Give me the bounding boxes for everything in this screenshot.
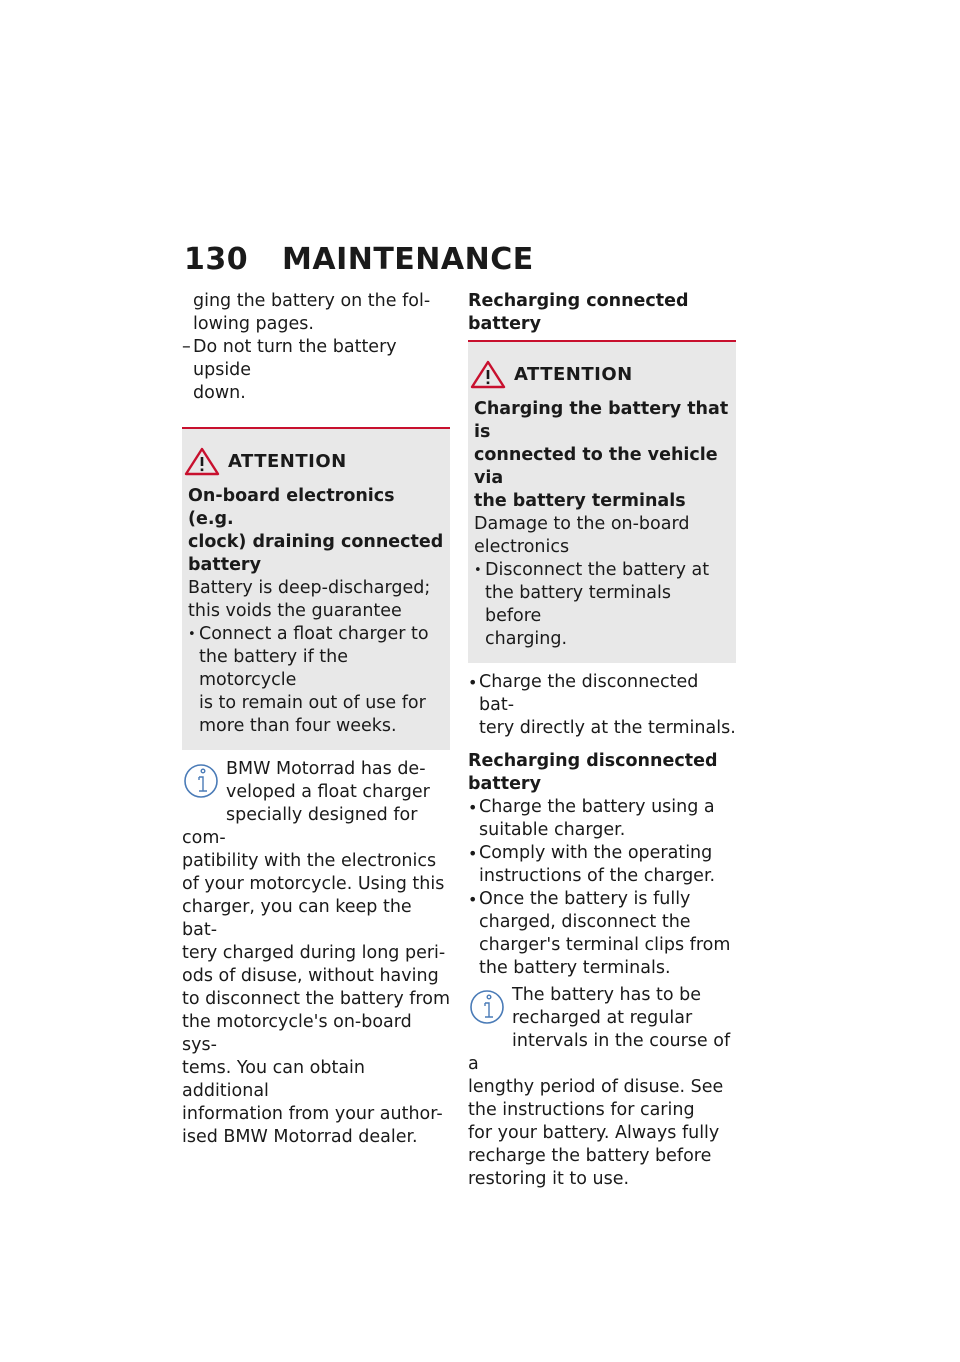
info-icon xyxy=(182,760,220,806)
heading-line: battery xyxy=(468,774,541,794)
bullet-mark: • xyxy=(188,627,196,642)
list-item xyxy=(468,842,736,888)
right-column xyxy=(468,290,736,1191)
text-line: Comply with the operating xyxy=(479,843,713,863)
warning-triangle-icon xyxy=(468,358,508,390)
bullet-mark: • xyxy=(468,673,478,692)
note-line: ised BMW Motorrad dealer. xyxy=(182,1127,418,1147)
bullet-mark: • xyxy=(468,798,478,817)
note-line: veloped a float charger xyxy=(226,782,430,802)
text-line: Charge the battery using a xyxy=(479,797,715,817)
note-line: The battery has to be xyxy=(512,985,702,1005)
info-note xyxy=(182,758,450,1149)
note-line: information from your author- xyxy=(182,1104,443,1124)
note-line: restoring it to use. xyxy=(468,1169,630,1189)
attention-title-line: battery xyxy=(188,555,261,575)
list-item xyxy=(468,888,736,980)
note-line: lengthy period of disuse. See xyxy=(468,1077,724,1097)
note-line: BMW Motorrad has de- xyxy=(226,759,426,779)
attention-body-line: Battery is deep-discharged; xyxy=(188,578,431,598)
attention-body-line: Damage to the on-board xyxy=(474,514,690,534)
note-line: intervals in the course of a xyxy=(468,1031,731,1074)
left-column xyxy=(182,290,450,1149)
warning-triangle-icon xyxy=(182,445,222,477)
note-line: specially designed for com- xyxy=(182,805,418,848)
text-line: tery directly at the terminals. xyxy=(479,718,736,738)
note-line: tery charged during long peri- xyxy=(182,943,446,963)
text-line: more than four weeks. xyxy=(199,716,397,736)
attention-bullet xyxy=(474,559,730,651)
attention-box xyxy=(468,340,736,663)
note-line: the instructions for caring xyxy=(468,1100,695,1120)
info-note xyxy=(468,984,736,1191)
text-line: is to remain out of use for xyxy=(199,693,426,713)
text-line: charger's terminal clips from xyxy=(479,935,731,955)
attention-title-line: connected to the vehicle via xyxy=(474,445,718,488)
text-line: instructions of the charger. xyxy=(479,866,716,886)
text-line: Once the battery is fully xyxy=(479,889,691,909)
attention-label: ATTENTION xyxy=(228,450,347,472)
heading-recharging-disconnected xyxy=(468,750,736,796)
note-line: for your battery. Always fully xyxy=(468,1123,720,1143)
note-line: recharge the battery before xyxy=(468,1146,712,1166)
list-item xyxy=(468,671,736,740)
bullet-mark: • xyxy=(468,844,478,863)
page-number: 130 xyxy=(184,242,249,277)
text-line: lowing pages. xyxy=(193,314,314,334)
attention-body-line: this voids the guarantee xyxy=(188,601,402,621)
text-line: suitable charger. xyxy=(479,820,626,840)
note-line: patibility with the electronics xyxy=(182,851,437,871)
attention-bullet xyxy=(188,623,444,738)
section-title: MAINTENANCE xyxy=(282,242,534,277)
list-item xyxy=(468,796,736,842)
note-line: recharged at regular xyxy=(512,1008,693,1028)
heading-recharging-connected: Recharging connected battery xyxy=(468,291,689,334)
attention-title-line: Charging the battery that is xyxy=(474,399,729,442)
heading-line: Recharging disconnected xyxy=(468,751,718,771)
text-line: charging. xyxy=(485,629,568,649)
text-line: Disconnect the battery at xyxy=(485,560,710,580)
bullet-mark: • xyxy=(474,563,482,578)
attention-box xyxy=(182,427,450,750)
info-icon xyxy=(468,986,506,1032)
text-line: down. xyxy=(193,383,246,403)
note-line: to disconnect the battery from xyxy=(182,989,450,1009)
dash-mark: – xyxy=(182,337,191,357)
text-line: Charge the disconnected bat- xyxy=(479,672,699,715)
continued-text xyxy=(182,290,450,336)
note-line: ods of disuse, without having xyxy=(182,966,439,986)
dash-item xyxy=(182,336,450,405)
text-line: the battery terminals. xyxy=(479,958,671,978)
attention-body-line: electronics xyxy=(474,537,570,557)
attention-label: ATTENTION xyxy=(514,363,633,385)
attention-header xyxy=(474,358,730,390)
note-line: of your motorcycle. Using this xyxy=(182,874,445,894)
note-line: the motorcycle's on-board sys- xyxy=(182,1012,412,1055)
text-line: Do not turn the battery upside xyxy=(193,337,397,380)
attention-title-line: clock) draining connected xyxy=(188,532,444,552)
note-line: tems. You can obtain additional xyxy=(182,1058,365,1101)
text-line: charged, disconnect the xyxy=(479,912,691,932)
attention-title-line: On-board electronics (e.g. xyxy=(188,486,395,529)
text-line: Connect a float charger to xyxy=(199,624,429,644)
attention-header xyxy=(188,445,444,477)
text-line: the battery if the motorcycle xyxy=(199,647,349,690)
note-line: charger, you can keep the bat- xyxy=(182,897,412,940)
attention-title-line: the battery terminals xyxy=(474,491,686,511)
text-line: the battery terminals before xyxy=(485,583,671,626)
bullet-mark: • xyxy=(468,890,478,909)
text-line: ging the battery on the fol- xyxy=(193,291,431,311)
